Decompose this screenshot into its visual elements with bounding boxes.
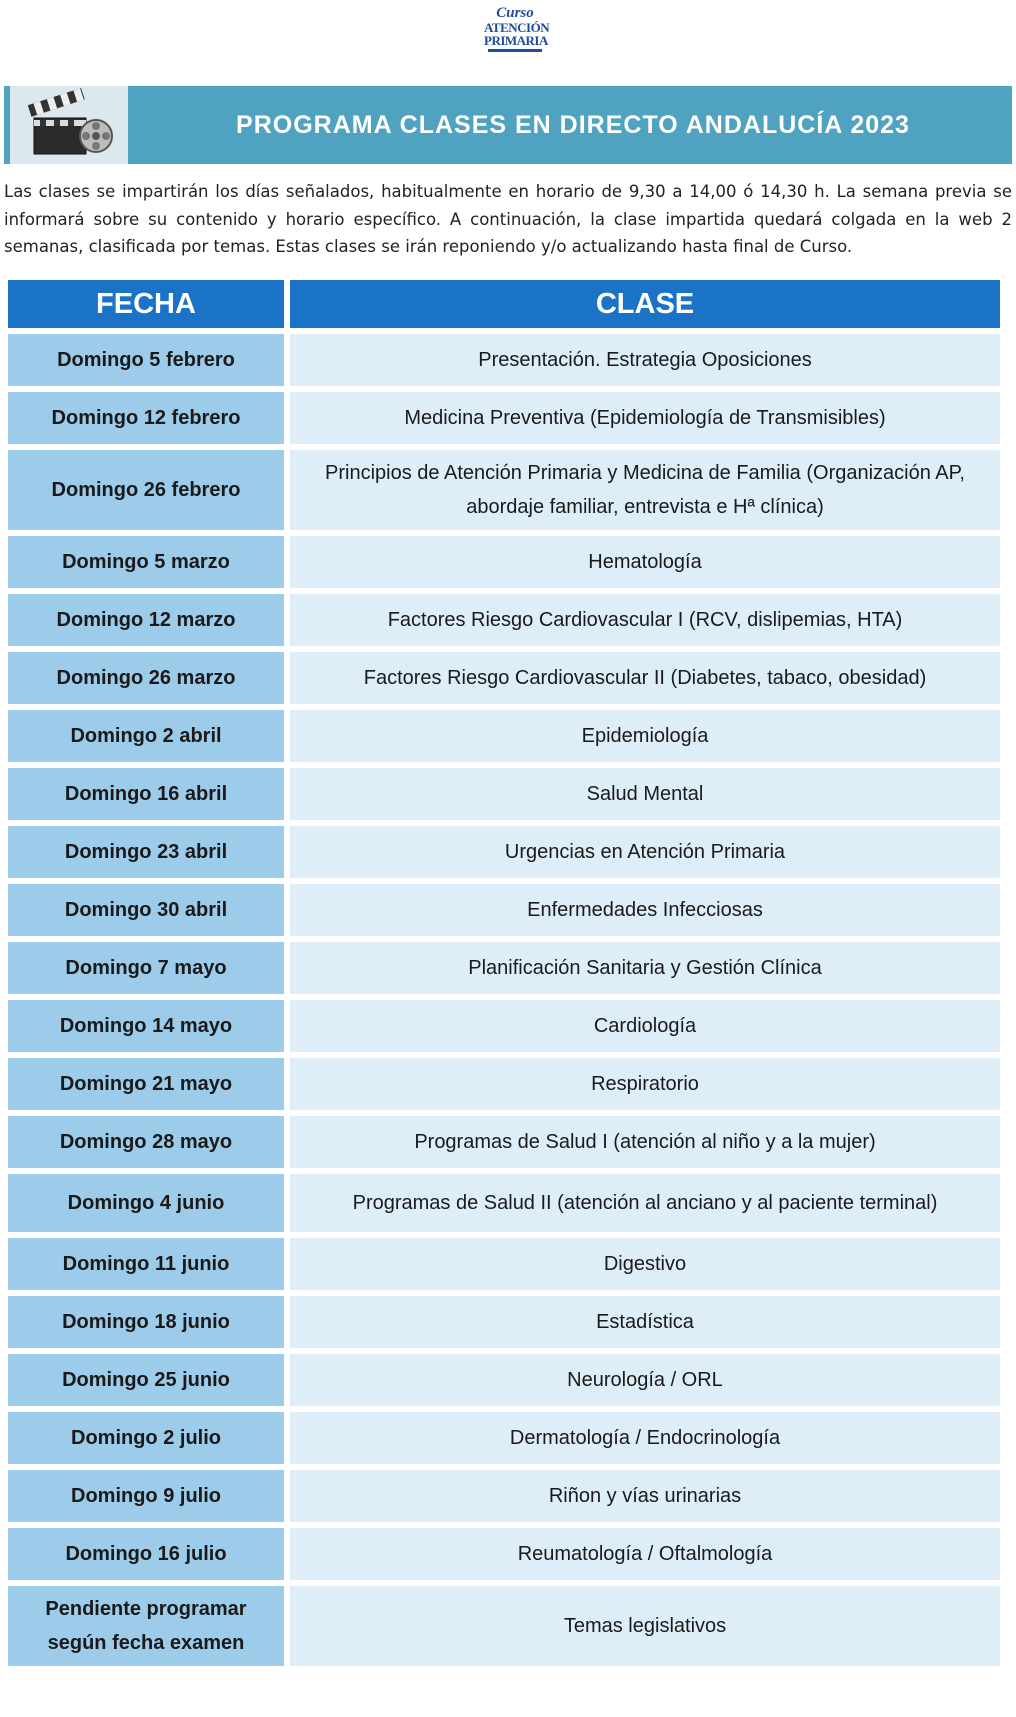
clase-cell: Urgencias en Atención Primaria — [290, 826, 1000, 878]
logo-line-3: PRIMARIA — [484, 33, 548, 48]
title-banner — [4, 86, 1012, 164]
fecha-cell: Domingo 26 febrero — [8, 450, 284, 530]
clase-cell: Factores Riesgo Cardiovascular II (Diabetes, tabaco, obesidad) — [290, 652, 1000, 704]
fecha-cell: Domingo 14 mayo — [8, 1000, 284, 1052]
clase-cell: Digestivo — [290, 1238, 1000, 1290]
fecha-cell: Domingo 21 mayo — [8, 1058, 284, 1110]
fecha-cell: Domingo 30 abril — [8, 884, 284, 936]
clase-cell: Dermatología / Endocrinología — [290, 1412, 1000, 1464]
clase-cell: Programas de Salud I (atención al niño y a la mujer) — [290, 1116, 1000, 1168]
table-header-row — [8, 280, 1000, 328]
fecha-cell: Domingo 28 mayo — [8, 1116, 284, 1168]
logo-line-2: ATENCIÓN — [484, 20, 550, 35]
fecha-cell: Domingo 5 marzo — [8, 536, 284, 588]
table-row — [8, 884, 1000, 936]
fecha-cell: Domingo 12 marzo — [8, 594, 284, 646]
fecha-cell: Domingo 11 junio — [8, 1238, 284, 1290]
clase-cell: Medicina Preventiva (Epidemiología de Transmisibles) — [290, 392, 1000, 444]
course-logo — [484, 5, 550, 64]
clase-cell: Epidemiología — [290, 710, 1000, 762]
clase-cell: Reumatología / Oftalmología — [290, 1528, 1000, 1580]
table-row — [8, 826, 1000, 878]
table-row — [8, 536, 1000, 588]
table-row — [8, 1174, 1000, 1232]
fecha-cell: Pendiente programar según fecha examen — [8, 1586, 284, 1666]
fecha-cell: Domingo 2 julio — [8, 1412, 284, 1464]
fecha-cell: Domingo 26 marzo — [8, 652, 284, 704]
fecha-cell: Domingo 16 julio — [8, 1528, 284, 1580]
film-clapper-icon — [10, 86, 128, 164]
clase-cell: Estadística — [290, 1296, 1000, 1348]
clase-cell: Hematología — [290, 536, 1000, 588]
table-row — [8, 450, 1000, 530]
table-row — [8, 1528, 1000, 1580]
fecha-cell: Domingo 5 febrero — [8, 334, 284, 386]
clase-cell: Enfermedades Infecciosas — [290, 884, 1000, 936]
schedule-table — [2, 274, 1006, 1672]
fecha-cell: Domingo 16 abril — [8, 768, 284, 820]
table-row — [8, 1470, 1000, 1522]
clase-cell: Neurología / ORL — [290, 1354, 1000, 1406]
table-row — [8, 594, 1000, 646]
clase-cell: Cardiología — [290, 1000, 1000, 1052]
table-row — [8, 942, 1000, 994]
fecha-cell: Domingo 18 junio — [8, 1296, 284, 1348]
fecha-cell: Domingo 4 junio — [8, 1174, 284, 1232]
intro-paragraph: Las clases se impartirán los días señalados, habitualmente en horario de 9,30 a 14,00 ó 14,30 h. La semana previa se informará sobre su contenido y horario específico. A continuación, la clase impartida quedará colgada en la web 2 semanas, clasificada por temas. Estas clases se irán reponiendo y/o actualizando hasta final de Curso. — [4, 182, 1012, 256]
clase-cell: Presentación. Estrategia Oposiciones — [290, 334, 1000, 386]
clase-cell: Respiratorio — [290, 1058, 1000, 1110]
fecha-cell: Domingo 9 julio — [8, 1470, 284, 1522]
logo-line-1: Curso — [496, 5, 534, 21]
fecha-cell: Domingo 2 abril — [8, 710, 284, 762]
clase-cell: Programas de Salud II (atención al anciano y al paciente terminal) — [290, 1174, 1000, 1232]
table-row — [8, 392, 1000, 444]
table-row — [8, 1116, 1000, 1168]
fecha-cell: Domingo 12 febrero — [8, 392, 284, 444]
table-row — [8, 1412, 1000, 1464]
fecha-cell: Domingo 7 mayo — [8, 942, 284, 994]
clase-cell: Temas legislativos — [290, 1586, 1000, 1666]
table-row — [8, 1296, 1000, 1348]
table-row — [8, 710, 1000, 762]
clase-cell: Salud Mental — [290, 768, 1000, 820]
banner-title: PROGRAMA CLASES EN DIRECTO ANDALUCÍA 2023 — [236, 111, 910, 139]
table-row — [8, 1238, 1000, 1290]
table-row — [8, 768, 1000, 820]
header-clase: CLASE — [290, 280, 1000, 328]
header-fecha: FECHA — [8, 280, 284, 328]
clase-cell: Factores Riesgo Cardiovascular I (RCV, dislipemias, HTA) — [290, 594, 1000, 646]
clase-cell: Riñon y vías urinarias — [290, 1470, 1000, 1522]
logo-underline — [488, 49, 542, 52]
fecha-cell: Domingo 23 abril — [8, 826, 284, 878]
table-row — [8, 1000, 1000, 1052]
fecha-cell: Domingo 25 junio — [8, 1354, 284, 1406]
table-row — [8, 334, 1000, 386]
table-row — [8, 1058, 1000, 1110]
table-row — [8, 652, 1000, 704]
table-row — [8, 1586, 1000, 1666]
clase-cell: Planificación Sanitaria y Gestión Clínica — [290, 942, 1000, 994]
clase-cell: Principios de Atención Primaria y Medicina de Familia (Organización AP, abordaje familiar, entrevista e Hª clínica) — [290, 450, 1000, 530]
table-row — [8, 1354, 1000, 1406]
